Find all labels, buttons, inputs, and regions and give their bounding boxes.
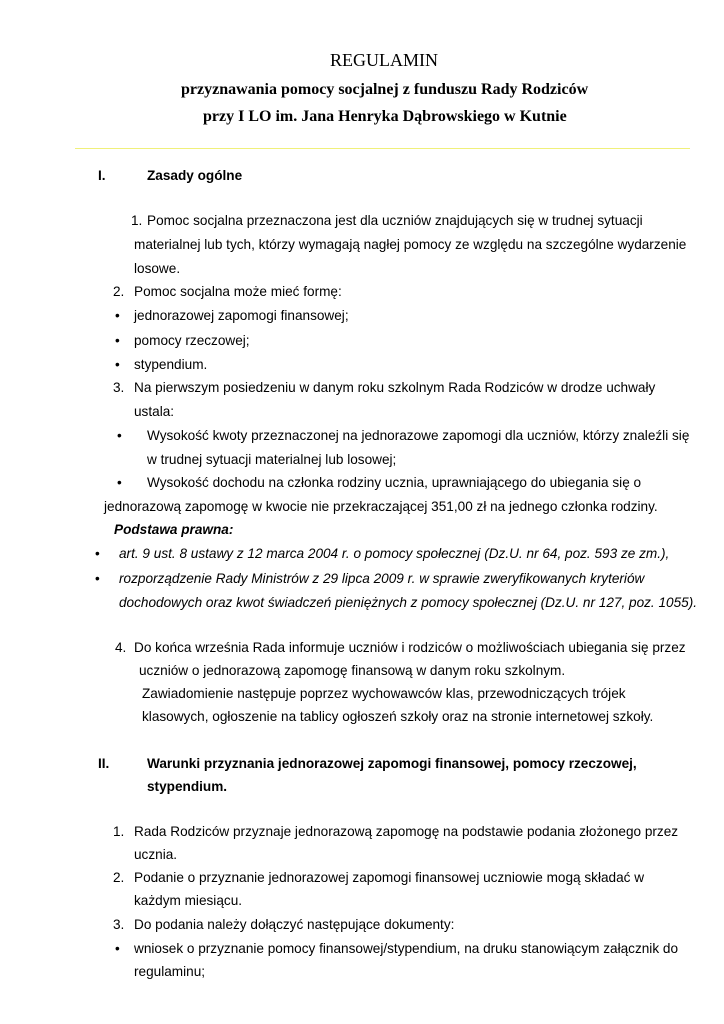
s1-item-3-number: 3. xyxy=(113,380,125,395)
s1-item-4-line-3: Zawiadomienie następuje poprzez wychowawców klas, przewodniczących trójek xyxy=(142,686,626,701)
s1-item-2-number: 2. xyxy=(113,284,125,299)
document-subtitle-line-2: przy I LO im. Jana Henryka Dąbrowskiego w Kutnie xyxy=(203,108,567,125)
section-1-number: I. xyxy=(98,168,106,183)
legal-basis-item-2-line-2: dochodowych oraz kwot świadczeń pieniężnych z pomocy społecznej (Dz.U. nr 127, poz. 1055). xyxy=(119,595,698,610)
s1-item-3-line-1: Na pierwszym posiedzeniu w danym roku szkolnym Rada Rodziców w drodze uchwały xyxy=(134,380,656,395)
s1-item-1-line-2: materialnej lub tych, którzy wymagają nagłej pomocy ze względu na szczególne wydarzenie xyxy=(134,237,687,252)
legal-basis-heading: Podstawa prawna: xyxy=(114,522,234,537)
required-document-1-line-2: regulaminu; xyxy=(134,964,206,979)
section-2-heading-line-2: stypendium. xyxy=(147,779,228,794)
s1-item-2-text: Pomoc socjalna może mieć formę: xyxy=(134,284,342,299)
s1-item-3-line-2: ustala: xyxy=(134,404,175,419)
s1-item-4-line-1: Do końca września Rada informuje uczniów i rodziców o możliwościach ubiegania się przez xyxy=(134,640,686,655)
s2-item-2-line-2: każdym miesiącu. xyxy=(134,893,243,908)
resolution-point-1-line-1: Wysokość kwoty przeznaczonej na jednorazowe zapomogi dla uczniów, którzy znaleźli się xyxy=(147,428,690,443)
section-2-heading-line-1: Warunki przyznania jednorazowej zapomogi finansowej, pomocy rzeczowej, xyxy=(147,756,637,771)
document-subtitle-line-1: przyznawania pomocy socjalnej z funduszu Rady Rodziców xyxy=(181,81,589,98)
s1-item-4-number: 4. xyxy=(115,640,127,655)
s2-item-3-number: 3. xyxy=(113,917,125,932)
s2-item-3-text: Do podania należy dołączyć następujące dokumenty: xyxy=(134,917,455,932)
bullet-icon: • xyxy=(115,308,120,323)
s1-item-4-line-4: klasowych, ogłoszenie na tablicy ogłoszeń szkoły oraz na stronie internetowej szkoły. xyxy=(142,709,654,724)
s1-item-1-number: 1. xyxy=(131,213,143,228)
s1-item-1-line-3: losowe. xyxy=(134,261,181,276)
resolution-point-2-line-1: Wysokość dochodu na członka rodziny ucznia, uprawniającego do ubiegania się o xyxy=(147,475,642,490)
section-1-heading: Zasady ogólne xyxy=(147,168,243,183)
legal-basis-item-2-line-1: rozporządzenie Rady Ministrów z 29 lipca 2009 r. w sprawie zweryfikowanych kryteriów xyxy=(119,571,645,586)
s2-item-1-number: 1. xyxy=(113,824,125,839)
bullet-icon: • xyxy=(115,941,120,956)
bullet-icon: • xyxy=(115,333,120,348)
resolution-point-2-line-2: jednorazową zapomogę w kwocie nie przekraczającej 351,00 zł na jednego członka rodziny. xyxy=(104,499,658,514)
document-title: REGULAMIN xyxy=(330,50,438,70)
resolution-point-1-line-2: w trudnej sytuacji materialnej lub losowej; xyxy=(147,452,397,467)
legal-basis-item-1: art. 9 ust. 8 ustawy z 12 marca 2004 r. o pomocy społecznej (Dz.U. nr 64, poz. 593 ze zm.), xyxy=(119,546,670,561)
bullet-icon: • xyxy=(117,428,122,443)
header-divider xyxy=(75,148,690,149)
form-option-3: stypendium. xyxy=(134,357,208,372)
form-option-1: jednorazowej zapomogi finansowej; xyxy=(134,308,349,323)
bullet-icon: • xyxy=(95,571,100,586)
s1-item-1-line-1: Pomoc socjalna przeznaczona jest dla uczniów znajdujących się w trudnej sytuacji xyxy=(147,213,643,228)
bullet-icon: • xyxy=(95,546,100,561)
s2-item-1-line-2: ucznia. xyxy=(134,847,178,862)
bullet-icon: • xyxy=(115,357,120,372)
s2-item-2-line-1: Podanie o przyznanie jednorazowej zapomogi finansowej uczniowie mogą składać w xyxy=(134,870,645,885)
s2-item-1-line-1: Rada Rodziców przyznaje jednorazową zapomogę na podstawie podania złożonego przez xyxy=(134,824,679,839)
required-document-1-line-1: wniosek o przyznanie pomocy finansowej/stypendium, na druku stanowiącym załącznik do xyxy=(134,941,679,956)
section-2-number: II. xyxy=(98,756,110,771)
s2-item-2-number: 2. xyxy=(113,870,125,885)
form-option-2: pomocy rzeczowej; xyxy=(134,333,250,348)
bullet-icon: • xyxy=(117,475,122,490)
s1-item-4-line-2: uczniów o jednorazową zapomogę finansową w danym roku szkolnym. xyxy=(139,663,566,678)
